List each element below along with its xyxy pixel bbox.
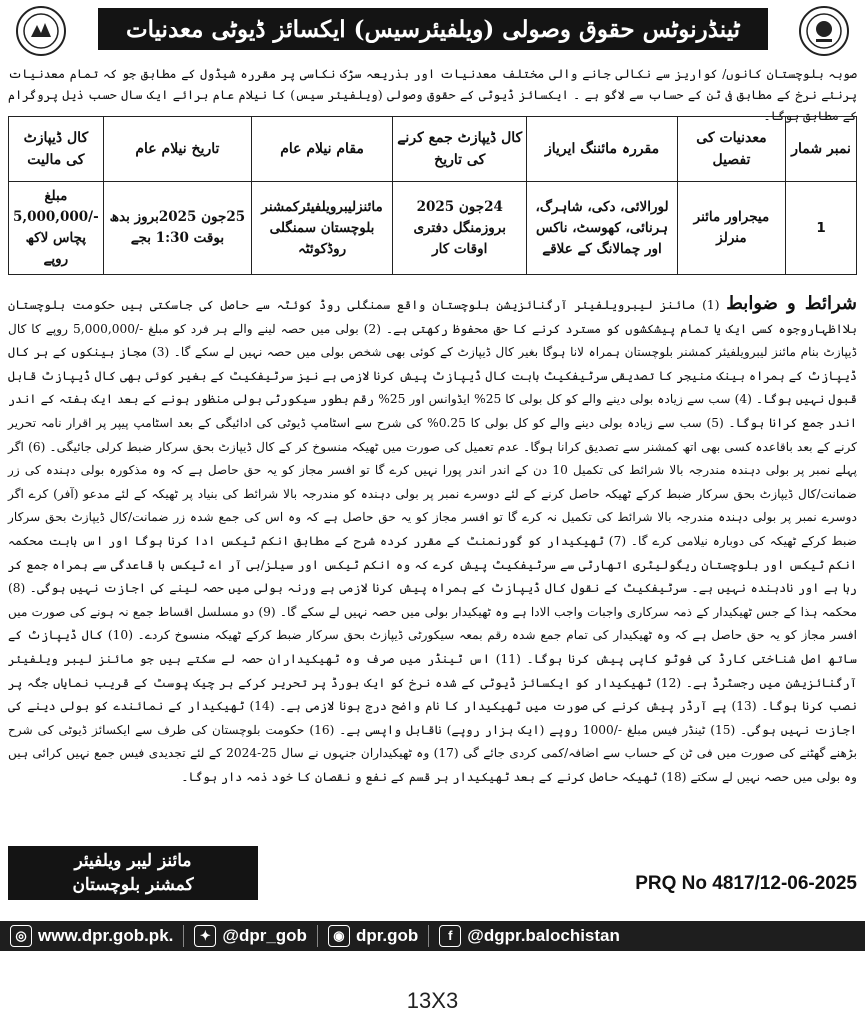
footer-twitter[interactable] [184, 925, 317, 947]
deposit-date-cell: 24جون 2025 بروزمنگل دفتری اوقات کار [393, 182, 527, 275]
signature-line-1: مائنز لیبر ویلفیئر [74, 851, 192, 871]
table-row [9, 182, 857, 275]
column-header: کال ڈیپازٹ کی مالیت [9, 117, 104, 182]
govt-balochistan-logo-icon [799, 6, 849, 56]
instagram-icon: ◉ [328, 925, 350, 947]
column-header: کال ڈیپازٹ جمع کرنے کی تاریخ [393, 117, 527, 182]
terms-heading: شرائط و ضوابط [726, 293, 858, 314]
signature-line-2: کمشنر بلوچستان [72, 875, 194, 895]
column-header: نمبر شمار [786, 117, 857, 182]
notice-title: ٹینڈرنوٹس حقوق وصولی (ویلفیئرسیس) ایکسائز ڈیوٹی معدنیات [98, 8, 768, 50]
footer-website[interactable] [0, 925, 183, 947]
facebook-icon: f [439, 925, 461, 947]
instagram-text: dpr.gob [355, 926, 419, 945]
footer-facebook[interactable] [429, 925, 630, 947]
column-header: معدنیات کی تفصیل [677, 117, 786, 182]
ad-size-code: 13X3 [406, 988, 459, 1013]
terms-section [8, 292, 857, 789]
minerals-cell: میجراور مائنر منرلز [677, 182, 786, 275]
intro-paragraph: صوبہ بلوچستان کانوں/ کواریز سے نکالی جانے والی مختلف معدنیات اور بذریعہ سڑک نکاسی پر مقررہ شیڈول کے مطابق جو کہ تمام معدنیات پرنئے نرخ کے مطابق فی ٹن کے حساب سے لاگو ہے ۔ ایکسائز ڈیوٹی کے حقوق وصولی (ویلفیئر سیس) کا نیلام عام برائے ایک سال حسب ذیل پروگرام کے مطابق ہوگا۔ [8, 67, 857, 123]
venue-cell: مائنزلیبرویلفیئرکمشنر بلوچستان سمنگلی روڈکوئٹہ [252, 182, 393, 275]
column-header: تاریخ نیلام عام [103, 117, 251, 182]
auction-date-cell: 25جون 2025بروز بدھ بوقت 1:30 بجے [103, 182, 251, 275]
website-text: www.dpr.gob.pk. [38, 926, 174, 945]
twitter-text: @dpr_gob [222, 926, 307, 945]
table-header-row [9, 117, 857, 182]
twitter-icon: ✦ [194, 925, 216, 947]
tender-table [8, 116, 857, 275]
footer-bar [0, 921, 865, 951]
signature-block [8, 846, 258, 900]
prq-number: PRQ No 4817/12-06-2025 [635, 873, 857, 894]
header [8, 6, 857, 58]
terms-text: (1) مائنز لیبرویلفیئر آرگنائزیشن بلوچستان واقع سمنگلی روڈ کوئٹہ سے حاصل کی جاسکتی ہیں حکومت بلوچستان بلااظہاروجوہ کسی ایک یا تمام پیشکشوں کو مسترد کرنے کا حق محفوظ رکھتی ہے۔ (2) بولی میں حصہ لینے والے ہر فرد کو مبلغ -/5,000,000 روپے کا کال ڈیپازٹ بنام مائنز لیبرویلفیئر کمشنر بلوچستان ہمراہ لانا ہوگا بغیر کال ڈیپازٹ کے کوئی بھی شخص بولی میں حصہ نہیں لے سکے گا۔ (3) مجاز بینکوں کے ہر کال ڈیپازٹ کے ہمراہ بینک منیجر کا تصدیقی سرٹیفکیٹ بابت کال ڈیپازٹ پیش کرنا لازمی ہے نیز سرٹیفکیٹ کے بغیر کوئی بھی کال ڈیپازٹ قابل قبول نہیں ہوگا۔ (4) سب سے زیادہ بولی دینے والے کو کل بولی کا 25% ایڈوانس اور 25% رقم بطور سیکورٹی بولی منظور ہونے کے بعد ایک ہفتہ کے اندر اندر جمع کرانا ہوگا۔ (5) سب سے زیادہ بولی دینے والے کو کل بولی کا 0.25% کی شرح سے اسٹامپ ڈیوٹی کی ادائیگی کے بعد اسٹامپ پیپر پر اقرار نامہ تحریر کرنے کے بعد باقاعدہ کسی بھی اتھ کمشنر سے تصدیق کرانا ہوگا۔ عدم تعمیل کی صورت میں ٹھیکہ منسوخ کر کے کال ڈیپازٹ بحق سرکار ضبط کرلی جائیگی۔ (6) اگر پہلے نمبر پر بولی دہندہ مندرجہ بالا شرائط کی تکمیل 10 دن کے اندر اندر پورا نہیں کرے گا تو افسر مجاز کو یہ حق حاصل ہے کہ وہ مذکورہ بولی دہندہ کی زر ضمانت/کال ڈیپازٹ بحق سرکار ضبط کرکے ٹھیکہ حاصل کرنے کے لئے دوسرے نمبر پر بولی دہندہ کو مندرجہ بالا شرائط کی بنیاد پر ٹھیکہ کے لئے مدعو (آفر) کرے اگر دوسرے نمبر پر بولی دہندہ مندرجہ بالا شرائط کی تکمیل نہ کرے گا تو افسر مجاز کو یہ حق حاصل ہے کہ وہ اس کی جمع شدہ زر ضمانت/کال ڈیپازٹ بحق سرکار ضبط کرکے ٹھیکہ کی دوبارہ نیلامی کرے گا۔ (7) ٹھیکیدار کو گورنمنٹ کے مقرر کردہ شرح کے مطابق انکم ٹیکس ادا کرنا ہوگا اور اس بابت محکمہ انکم ٹیکس اور بلوچستان ریگولیٹری اتھارٹی سے سرٹیفکیٹ پیش کرے کہ وہ انکم ٹیکس اور سیلز/بی آر اے ٹیکس با قاعدگی سے ہمراہ جمع کر رہا ہے اور نادہندہ نہیں ہے۔ سرٹیفکیٹ کے نقول کال ڈیپازٹ کے ہمراہ پیش کرنا لازمی ہے ورنہ بولی میں حصہ لینے کی اجازت نہیں ہوگی۔ (8) محکمہ ہذا کے جس ٹھیکیدار کے ذمہ سرکاری واجبات واجب الادا ہے وہ ٹھیکیدار بولی میں حصہ نہیں لے سکے گا۔ (9) دو مسلسل اقساط جمع نہ ہونے کی صورت میں افسر مجاز کو یہ حق حاصل ہے کہ وہ ٹھیکیدار کی تمام جمع شدہ رقم بمعہ سیکورٹی ڈیپازٹ بحق سرکار ضبط کرکے ٹھیکہ منسوخ کردے۔ (10) کال ڈیپازٹ کے ساتھ اصل شناختی کارڈ کی فوٹو کاپی پیش کرنا ہوگا۔ (11) اس ٹینڈر میں صرف وہ ٹھیکیداران حصہ لے سکتے ہیں جو مائنز لیبر ویلفیئر آرگنائزیشن میں رجسٹرڈ ہے۔ (12) ٹھیکیدار کو ایکسائز ڈیوٹی کے شدہ نرخ کو ایک بورڈ پر تحریر کرکے ہر چیک پوسٹ کے قریب نمایاں جگہ پر نصب کرنا ہوگا۔ (13) پے آرڈر پیش کرنے کی صورت میں ٹھیکیدار کا نام واضح درج ہونا لازمی ہے۔ (14) ٹھیکیدار کے نمائندے کو بولی دینے کی اجازت نہیں ہوگی۔ (15) ٹینڈر فیس مبلغ -/1000 روپے (ایک ہزار روپے) ناقابل واپسی ہے۔ (16) حکومت بلوچستان کی طرف سے ایکسائز ڈیوٹی کی شرح بڑھنے گھٹنے کی صورت میں فی ٹن کے حساب سے اضافہ/کمی کردی جائے گی (17) وہ ٹھیکیداران جنہوں نے سال 25-2024 کے لئے تجدیدی فیس جمع نہیں کرائی ہیں وہ بولی میں حصہ نہیں لے سکتے (18) ٹھیکہ حاصل کرنے کے بعد ٹھیکیدار ہر قسم کے نفع و نقصان کا خود ذمہ دار ہوگا۔ [8, 298, 858, 784]
facebook-text: @dgpr.balochistan [467, 926, 620, 945]
deposit-amount-cell: مبلغ -/5,000,000 پچاس لاکھ روپے [9, 182, 104, 275]
footer-instagram[interactable] [318, 925, 428, 947]
globe-icon: ◎ [10, 925, 32, 947]
column-header: مقام نیلام عام [252, 117, 393, 182]
row-number: 1 [786, 182, 857, 275]
mining-areas-cell: لورالائی، دکی، شاہرگ، ہرنائی، کھوسٹ، ناکس اور چمالانگ کے علاقے [527, 182, 677, 275]
mines-labour-welfare-logo-icon [16, 6, 66, 56]
column-header: مقررہ مائننگ ایریاز [527, 117, 677, 182]
